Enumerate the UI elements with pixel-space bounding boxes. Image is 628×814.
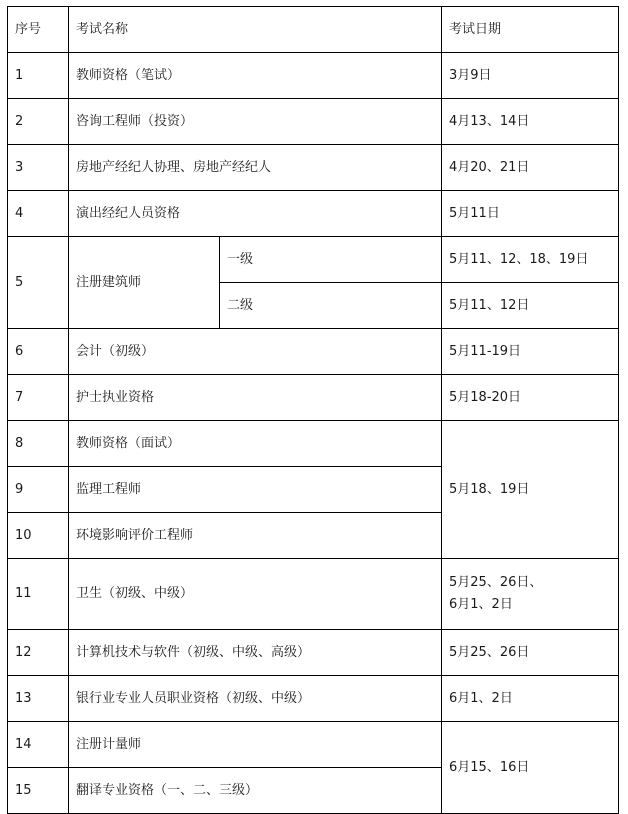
table-row	[8, 375, 619, 421]
row-date: 4月20、21日	[442, 145, 619, 191]
row-date-shared: 5月18、19日	[442, 421, 619, 559]
header-date: 考试日期	[442, 7, 619, 53]
row-no: 7	[8, 375, 69, 421]
row-level: 二级	[220, 283, 442, 329]
row-no: 13	[8, 676, 69, 722]
row-date: 5月11、12、18、19日	[442, 237, 619, 283]
table-row	[8, 722, 619, 768]
row-no: 1	[8, 53, 69, 99]
row-name: 会计（初级）	[69, 329, 442, 375]
row-name: 教师资格（笔试）	[69, 53, 442, 99]
row-no: 11	[8, 559, 69, 630]
row-name: 计算机技术与软件（初级、中级、高级）	[69, 630, 442, 676]
row-date: 5月11-19日	[442, 329, 619, 375]
row-no: 4	[8, 191, 69, 237]
row-name: 监理工程师	[69, 467, 442, 513]
exam-schedule-table	[7, 6, 619, 814]
table-row	[8, 559, 619, 630]
row-no: 5	[8, 237, 69, 329]
row-name: 演出经纪人员资格	[69, 191, 442, 237]
row-name: 卫生（初级、中级）	[69, 559, 442, 630]
table-row	[8, 630, 619, 676]
row-name: 咨询工程师（投资）	[69, 99, 442, 145]
table-row	[8, 53, 619, 99]
row-name: 房地产经纪人协理、房地产经纪人	[69, 145, 442, 191]
table-row	[8, 421, 619, 467]
row-no: 10	[8, 513, 69, 559]
row-no: 14	[8, 722, 69, 768]
row-date-shared: 6月15、16日	[442, 722, 619, 814]
row-no: 8	[8, 421, 69, 467]
row-name: 翻译专业资格（一、二、三级）	[69, 768, 442, 814]
row-no: 3	[8, 145, 69, 191]
table-row	[8, 145, 619, 191]
row-no: 2	[8, 99, 69, 145]
row-date-line2: 6月1、2日	[449, 597, 513, 612]
row-no: 15	[8, 768, 69, 814]
table-row	[8, 99, 619, 145]
row-name: 银行业专业人员职业资格（初级、中级）	[69, 676, 442, 722]
header-name: 考试名称	[69, 7, 442, 53]
row-name: 教师资格（面试）	[69, 421, 442, 467]
row-date	[442, 559, 619, 630]
table-header-row	[8, 7, 619, 53]
row-date: 5月18-20日	[442, 375, 619, 421]
row-date: 5月25、26日	[442, 630, 619, 676]
row-name: 注册计量师	[69, 722, 442, 768]
row-date: 6月1、2日	[442, 676, 619, 722]
row-no: 9	[8, 467, 69, 513]
table-row	[8, 237, 619, 283]
header-no: 序号	[8, 7, 69, 53]
table-row	[8, 676, 619, 722]
row-no: 12	[8, 630, 69, 676]
row-date: 5月11日	[442, 191, 619, 237]
row-no: 6	[8, 329, 69, 375]
row-name: 注册建筑师	[69, 237, 220, 329]
row-date-line1: 5月25、26日、	[449, 575, 543, 590]
table-row	[8, 329, 619, 375]
row-name: 护士执业资格	[69, 375, 442, 421]
row-date: 3月9日	[442, 53, 619, 99]
row-date: 4月13、14日	[442, 99, 619, 145]
row-name: 环境影响评价工程师	[69, 513, 442, 559]
row-level: 一级	[220, 237, 442, 283]
table-row	[8, 191, 619, 237]
row-date: 5月11、12日	[442, 283, 619, 329]
